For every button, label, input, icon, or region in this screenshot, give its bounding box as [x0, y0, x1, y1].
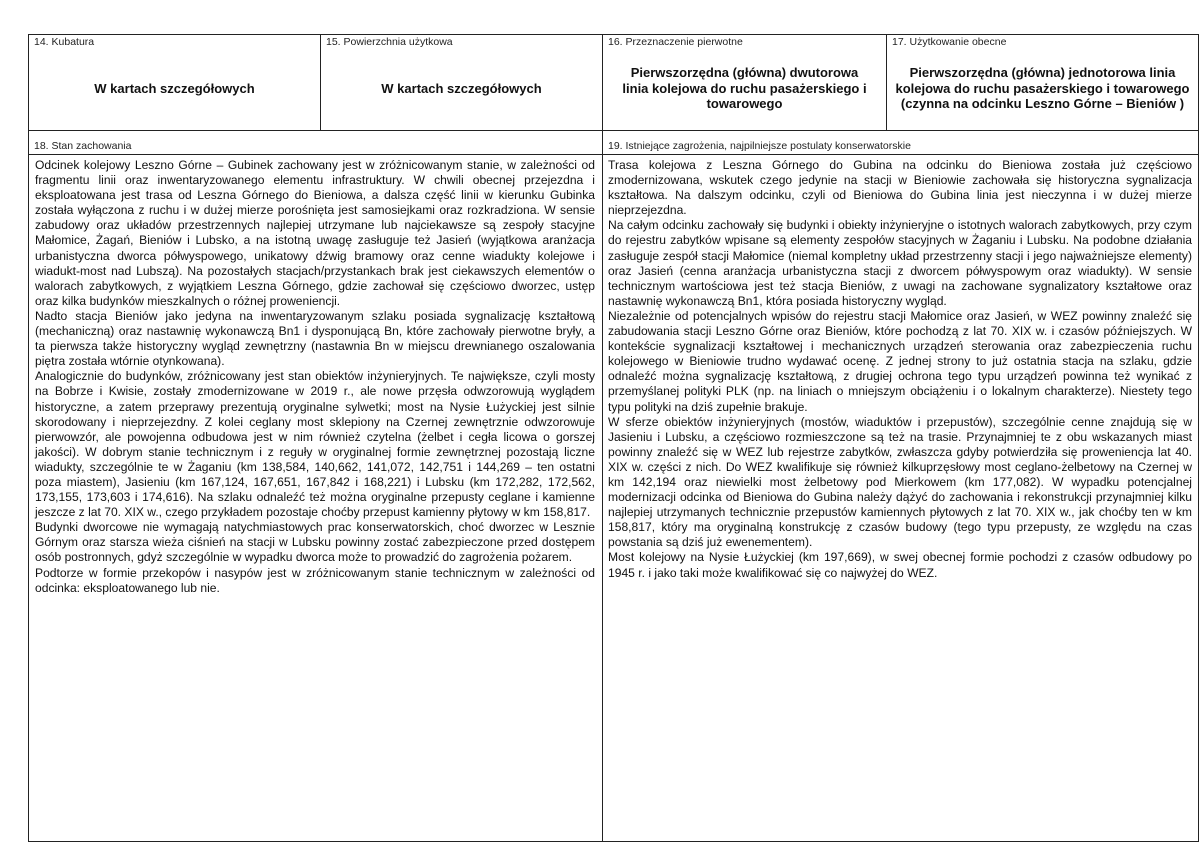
record-card-form — [28, 34, 1199, 808]
paragraph: Most kolejowy na Nysie Łużyckiej (km 197,669), w swej obecnej formie pochodzi z czasów odbudowy po 1945 r. i jako taki może kwalifikować się co najwyżej do WEZ. — [608, 550, 1192, 580]
field-value: Pierwszorzędna (główna) dwutorowa linia kolejowa do ruchu pasażerskiego i towarowego — [622, 65, 867, 112]
paragraph: Analogicznie do budynków, zróżnicowany jest stan obiektów inżynieryjnych. Te największe, czyli mosty na Bobrze i Kwisie, zostały zmodernizowane w 2019 r., ale nowe przęsła odwzorowują wyglądem historyczne, a zatem przeprawy prezentują oryginalne sylwetki; most na Nysie Łużyckiej jest silnie skorodowany i nieprzejezdny. Z kolei ceglany most sklepiony na Czernej zewnętrznie odwzorowuje pierwowzór, ale powojenna odbudowa jest w nim również czytelna (żelbet i cegła licowa o gorszej jakości). W dobrym stanie technicznym i z reguły w oryginalnej formie zewnętrznej pozostają liczne wiadukty, szczególnie te w Żaganiu (km 138,584, 140,662, 141,072, 142,751 i 144,269 – ten ostatni poza miastem), Jasieniu (km 167,124, 167,651, 167,842 i 168,221) i Lubsku (km 172,282, 172,562, 173,155, 173,603 i 174,616). Na szlaku odnaleźć też można oryginalne przepusty ceglane i kamienne jeszcze z lat 70. XIX w., czego przykładem pozostaje choćby przepust kamienny płytowy w km 158,817. — [35, 369, 595, 520]
field-label: 16. Przeznaczenie pierwotne — [608, 36, 743, 48]
paragraph: Nadto stacja Bieniów jako jedyna na inwentaryzowanym szlaku posiada sygnalizację kształtową (mechaniczną) oraz nastawnię wykonawczą Bn1 i dysponującą Bn, które zachowały pierwotne bryły, a ta pierwsza także historyczny wygląd zewnętrzny (nastawnia Bn w miejscu drewnianego oszalowania piętra została wtórnie otynkowana). — [35, 308, 595, 369]
section-body — [35, 158, 595, 596]
paragraph: Odcinek kolejowy Leszno Górne – Gubinek zachowany jest w zróżnicowanym stanie, w zależności od fragmentu linii oraz inwentaryzowanego elementu infrastruktury. W chwili obecnej przejezdna i eksploatowana jest trasa od Leszna Górnego do Bieniowa, a dalsza część linii w kierunku Gubinka została wyłączona z ruchu i w dużej mierze porośnięta jest samosiejkami oraz rozkradziona. W sensie zabudowy oraz układów przestrzennych najlepiej utrzymane lub najciekawsze są zespoły stacyjne Małomice, Żagań, Bieniów i Lubsko, a na istotną uwagę zasługuje też Jasień (wyjątkowa aranżacja urbanistyczna dworca półwyspowego, unikatowy dźwig bramowy oraz cenne wiadukty kolejowe i wiadukt-most nad Lubszą). Na pozostałych stacjach/przystankach brak jest ciekawszych elementów o walorach zabytkowych, z wyjątkiem Leszna Górnego, gdzie zachował się częściowo dworzec, ustęp oraz kilka budynków mieszkalnych o różnej proweniencji. — [35, 158, 595, 308]
paragraph: Trasa kolejowa z Leszna Górnego do Gubina na odcinku do Bieniowa została już częściowo zmodernizowana, wskutek czego jedynie na stacji w Bieniowie zachowała się historyczna sygnalizacja kształtowa. Na dalszym odcinku, czyli od Bieniowa do Gubina linia jest nieczynna i w dużej mierze nieprzejezdna. — [608, 158, 1192, 218]
section-divider — [29, 154, 602, 155]
paragraph: Podtorze w formie przekopów i nasypów jest w zróżnicowanym stanie technicznym w zależności od odcinka: eksploatowanego lub nie. — [35, 565, 595, 595]
field-powierzchnia-uzytkowa — [321, 35, 603, 130]
field-label: 17. Użytkowanie obecne — [892, 36, 1007, 48]
field-label: 14. Kubatura — [34, 36, 95, 48]
paragraph: Budynki dworcowe nie wymagają natychmiastowych prac konserwatorskich, choć dworzec w Lesznie Górnym oraz starsza wieża ciśnień na stacji w Lubsku powinny zostać zabezpieczone przed dostępem osób postronnych, gdyż szczególnie w wypadku dworca może to prowadzić do zagrożenia pożarem. — [35, 520, 595, 565]
section-zagrozenia-postulaty — [603, 130, 1198, 841]
field-uzytkowanie-obecne — [887, 35, 1198, 130]
field-value: W kartach szczegółowych — [94, 80, 255, 96]
field-kubatura — [29, 35, 321, 130]
field-value: Pierwszorzędna (główna) jednotorowa linia kolejowa do ruchu pasażerskiego i towarowego (czynna na odcinku Leszno Górne – Bieniów ) — [895, 65, 1190, 112]
section-label: 19. Istniejące zagrożenia, najpilniejsze postulaty konserwatorskie — [608, 140, 911, 152]
section-label: 18. Stan zachowania — [34, 140, 132, 152]
section-divider — [603, 154, 1198, 155]
paragraph: Niezależnie od potencjalnych wpisów do rejestru stacji Małomice oraz Jasień, w WEZ powinny znaleźć się zabudowania stacji Leszno Górne oraz Bieniów, które pochodzą z lat 70. XIX w. i czasów późniejszych. W kontekście sygnalizacji kształtowej i mechanicznych urządzeń sterowania oraz zabezpieczenia ruchu kolejowego w Bieniowie trudno wydawać ocenę. Z jednej strony to już ostatnia stacja na szlaku, gdzie odnaleźć można sygnalizację kształtową, z drugiej ochrona tego typu urządzeń powinna też wynikać z przemyślanej polityki PLK (np. na liniach o mniejszym obciążeniu i o lokalnym charakterze). Niestety tego typu polityki na dziś zupełnie brakuje. — [608, 308, 1192, 414]
paragraph: Na całym odcinku zachowały się budynki i obiekty inżynieryjne o istotnych walorach zabytkowych, przy czym do rejestru zabytków wpisane są elementy zespołów stacyjnych w Żaganiu i Lubsku. Na podobne działania zasługuje zespół stacji Małomice (niemal kompletny układ przestrzenny stacji i jego najważniejsze elementy) oraz Jasień (cenna aranżacja urbanistyczna stacji z dworcem półwyspowym oraz wiadukty). W sensie technicznym wartościowa jest też stacja Bieniów, z uwagi na zachowane sygnalizatory kształtowe oraz nastawnię wykonawczą Bn1, która posiada historyczny wygląd. — [608, 218, 1192, 308]
field-label: 15. Powierzchnia użytkowa — [326, 36, 453, 48]
top-fields-row — [28, 34, 1199, 131]
section-body — [608, 158, 1192, 581]
paragraph: W sferze obiektów inżynieryjnych (mostów, wiaduktów i przepustów), szczególnie cenne znajdują się w Jasieniu i Lubsku, a częściowo rozmieszczone są też na trasie. Przynajmniej te z obu wskazanych miast powinny znaleźć się w WEZ lub rejestrze zabytków, zwłaszcza gdyby potwierdziła się proweniencja lat 40. XIX w. części z nich. Do WEZ kwalifikuje się również kilkuprzęsłowy most ceglano-żelbetowy na Czernej w km 142,194 oraz niewielki most żelbetowy pod Mierkowem (km 177,082). W wypadku potencjalnej modernizacji odcinka od Bieniowa do Gubina należy dążyć do zachowania i rekonstrukcji przynajmniej kilku najlepiej utrzymanych technicznie przepustów kamiennych płytowych z lat 70. XIX w., jak choćby ten w km 158,817, który ma oryginalną konstrukcję z czasów budowy (tego typu przepusty, ze względu na czas powstania są dziś już ewenementem). — [608, 414, 1192, 550]
section-stan-zachowania — [29, 130, 603, 841]
bottom-sections-row — [28, 130, 1199, 842]
field-value: W kartach szczegółowych — [381, 80, 542, 96]
field-przeznaczenie-pierwotne — [603, 35, 887, 130]
